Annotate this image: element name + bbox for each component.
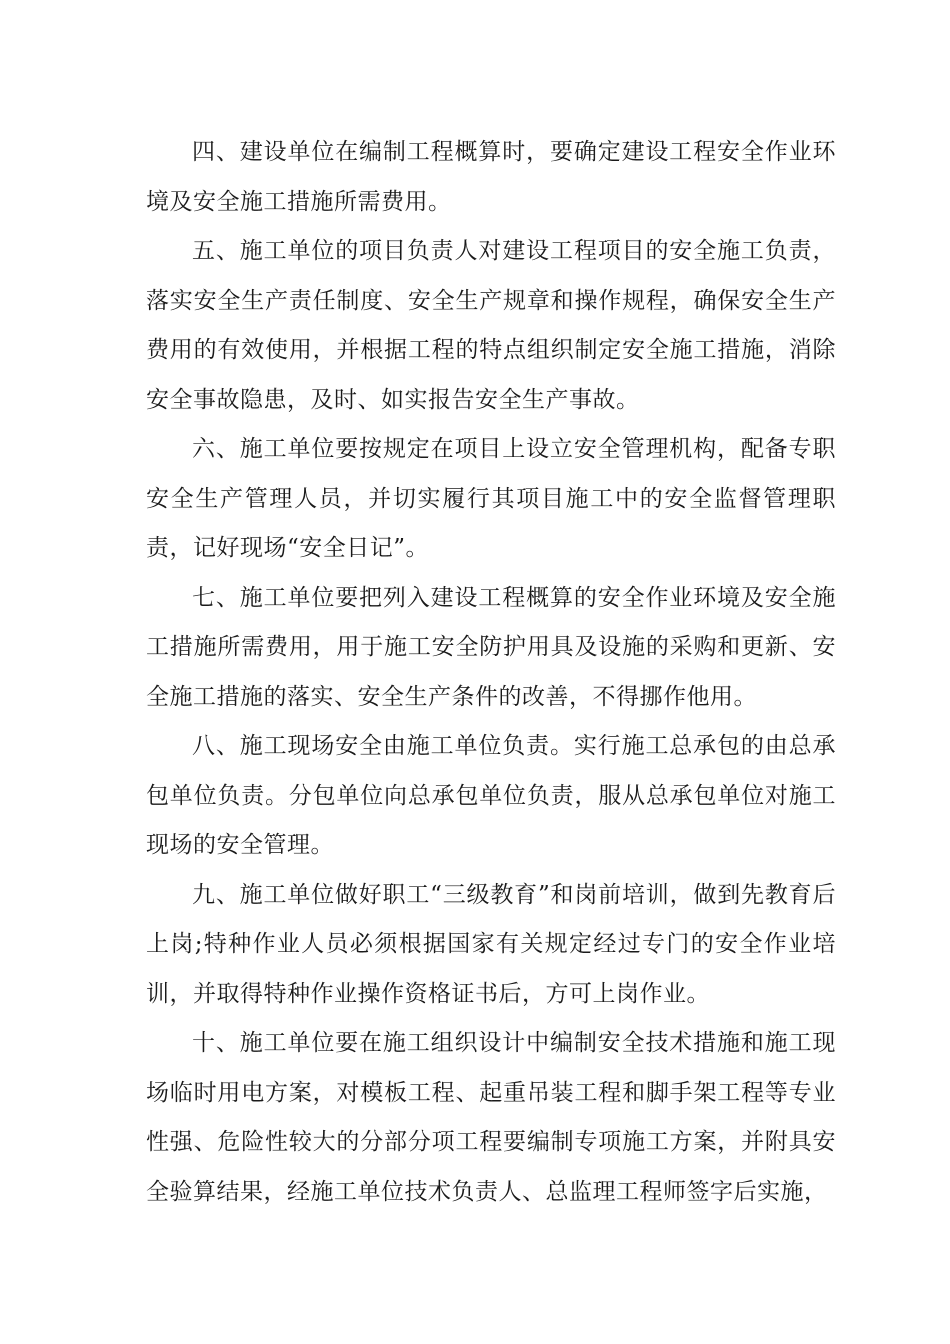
paragraph-4: 四、建设单位在编制工程概算时，要确定建设工程安全作业环境及安全施工措施所需费用。	[146, 139, 836, 215]
document-body	[146, 128, 836, 1217]
paragraph-5: 五、施工单位的项目负责人对建设工程项目的安全施工负责，落实安全生产责任制度、安全生产规章和操作规程，确保安全生产费用的有效使用，并根据工程的特点组织制定安全施工措施，消除安全事故隐患，及时、如实报告安全生产事故。	[146, 238, 836, 413]
paragraph-8: 八、施工现场安全由施工单位负责。实行施工总承包的由总承包单位负责。分包单位向总承包单位负责，服从总承包单位对施工现场的安全管理。	[146, 733, 836, 858]
paragraph-6: 六、施工单位要按规定在项目上设立安全管理机构，配备专职安全生产管理人员，并切实履行其项目施工中的安全监督管理职责，记好现场“安全日记”。	[146, 436, 836, 561]
paragraph-9: 九、施工单位做好职工“三级教育”和岗前培训，做到先教育后上岗;特种作业人员必须根据国家有关规定经过专门的安全作业培训，并取得特种作业操作资格证书后，方可上岗作业。	[146, 881, 836, 1007]
paragraph-7: 七、施工单位要把列入建设工程概算的安全作业环境及安全施工措施所需费用，用于施工安全防护用具及设施的采购和更新、安全施工措施的落实、安全生产条件的改善，不得挪作他用。	[146, 584, 836, 710]
paragraph-10: 十、施工单位要在施工组织设计中编制安全技术措施和施工现场临时用电方案，对模板工程、起重吊装工程和脚手架工程等专业性强、危险性较大的分部分项工程要编制专项施工方案，并附具安全验算结果，经施工单位技术负责人、总监理工程师签字后实施，	[146, 1030, 836, 1205]
